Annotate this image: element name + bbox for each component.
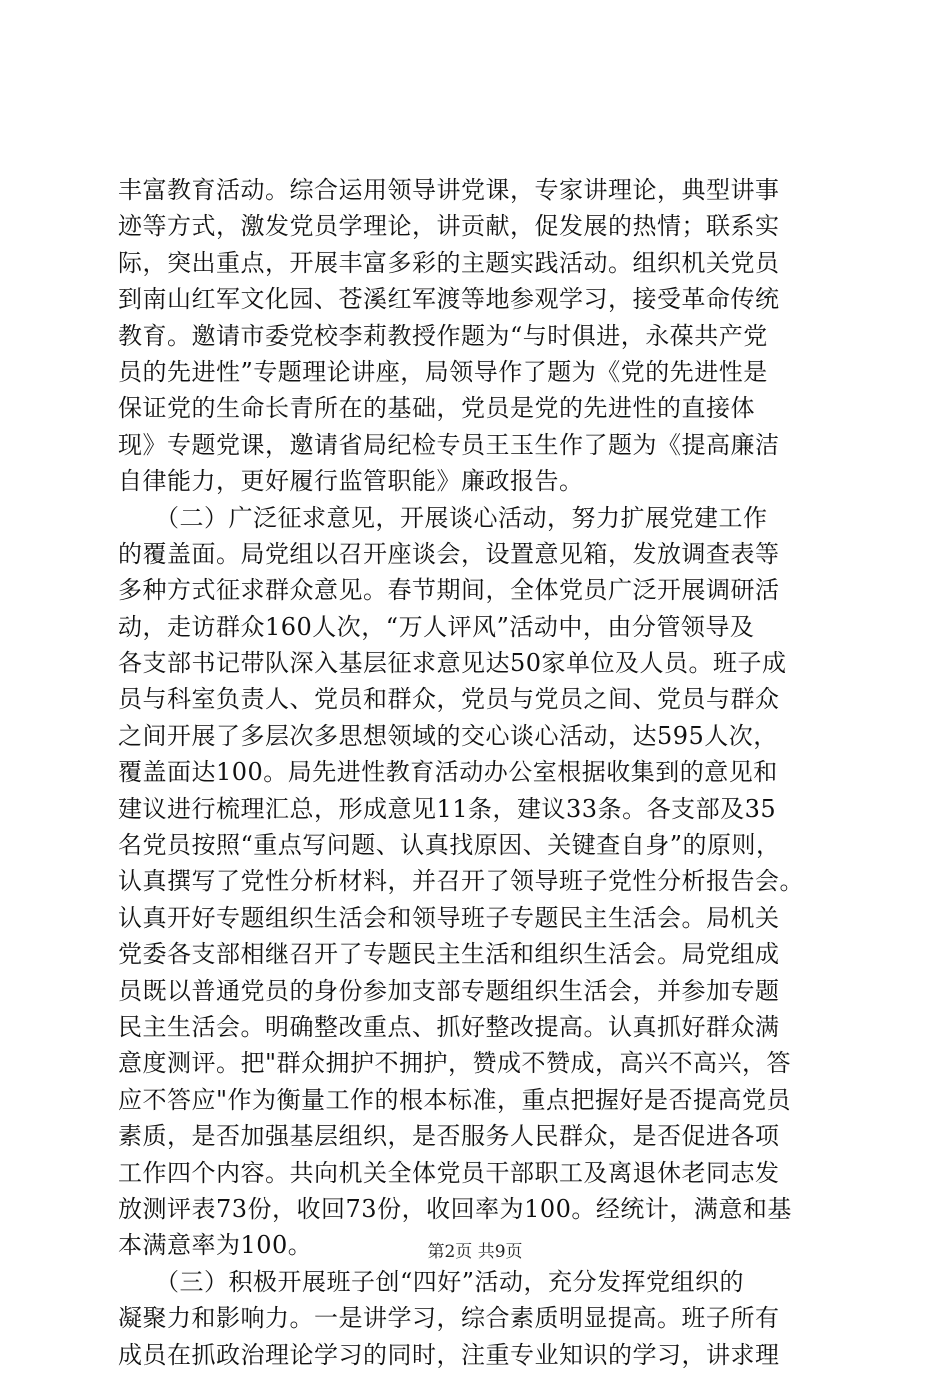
text-line: 保证党的生命长青所在的基础，党员是党的先进性的直接体	[118, 394, 755, 423]
text-line: 的覆盖面。局党组以召开座谈会，设置意见箱，发放调查表等	[118, 539, 780, 568]
text-line: 应不答应"作为衡量工作的根本标准，重点把握好是否提高党员	[118, 1085, 792, 1114]
text-line: 名党员按照“重点写问题、认真找原因、关键查自身”的原则，	[118, 831, 781, 860]
page-footer: 第2页 共9页	[427, 1242, 523, 1262]
text-line: 员既以普通党员的身份参加支部专题组织生活会，并参加专题	[118, 976, 780, 1005]
text-line: 到南山红军文化园、苍溪红军渡等地参观学习，接受革命传统	[118, 285, 780, 314]
text-line: 动，走访群众160人次，“万人评风”活动中，由分管领导及	[118, 612, 755, 641]
document-body	[118, 172, 836, 1373]
text-line: 素质，是否加强基层组织，是否服务人民群众，是否促进各项	[118, 1122, 780, 1151]
text-line: 员的先进性”专题理论讲座，局领导作了题为《党的先进性是	[118, 357, 768, 386]
text-line: 员与科室负责人、党员和群众，党员与党员之间、党员与群众	[118, 685, 780, 714]
text-line: 工作四个内容。共向机关全体党员干部职工及离退休老同志发	[118, 1158, 780, 1187]
text-line: 之间开展了多层次多思想领域的交心谈心活动，达595人次，	[118, 721, 778, 750]
text-line: 丰富教育活动。综合运用领导讲党课，专家讲理论，典型讲事	[118, 176, 780, 204]
text-line: 建议进行梳理汇总，形成意见11条，建议33条。各支部及35	[118, 794, 777, 823]
text-line: 成员在抓政治理论学习的同时，注重专业知识的学习，讲求理	[118, 1340, 780, 1369]
text-line: （三）积极开展班子创“四好”活动，充分发挥党组织的	[118, 1267, 745, 1296]
text-line: 自律能力，更好履行监管职能》廉政报告。	[118, 467, 584, 496]
text-line: 认真撰写了党性分析材料，并召开了领导班子党性分析报告会。	[118, 867, 804, 896]
text-line: 覆盖面达100。局先进性教育活动办公室根据收集到的意见和	[118, 758, 778, 787]
text-line: 放测评表73份，收回73份，收回率为100。经统计，满意和基	[118, 1194, 792, 1223]
text-line: 党委各支部相继召开了专题民主生活和组织生活会。局党组成	[118, 940, 780, 969]
text-line: 际，突出重点，开展丰富多彩的主题实践活动。组织机关党员	[118, 248, 780, 277]
text-line: 教育。邀请市委党校李莉教授作题为“与时俱进，永葆共产党	[118, 321, 768, 350]
text-line: 多种方式征求群众意见。春节期间，全体党员广泛开展调研活	[118, 576, 780, 605]
text-line: 意度测评。把"群众拥护不拥护，赞成不赞成，高兴不高兴，答	[118, 1049, 792, 1078]
text-line: 凝聚力和影响力。一是讲学习，综合素质明显提高。班子所有	[118, 1304, 780, 1333]
text-line: 迹等方式，激发党员学理论，讲贡献，促发展的热情；联系实	[118, 212, 780, 241]
text-line: 各支部书记带队深入基层征求意见达50家单位及人员。班子成	[118, 649, 787, 678]
text-line: （二）广泛征求意见，开展谈心活动，努力扩展党建工作	[118, 503, 768, 532]
text-line: 认真开好专题组织生活会和领导班子专题民主生活会。局机关	[118, 903, 780, 932]
text-line: 本满意率为100。	[118, 1231, 313, 1260]
text-line: 现》专题党课，邀请省局纪检专员王玉生作了题为《提高廉洁	[118, 430, 780, 459]
text-line: 民主生活会。明确整改重点、抓好整改提高。认真抓好群众满	[118, 1012, 780, 1041]
